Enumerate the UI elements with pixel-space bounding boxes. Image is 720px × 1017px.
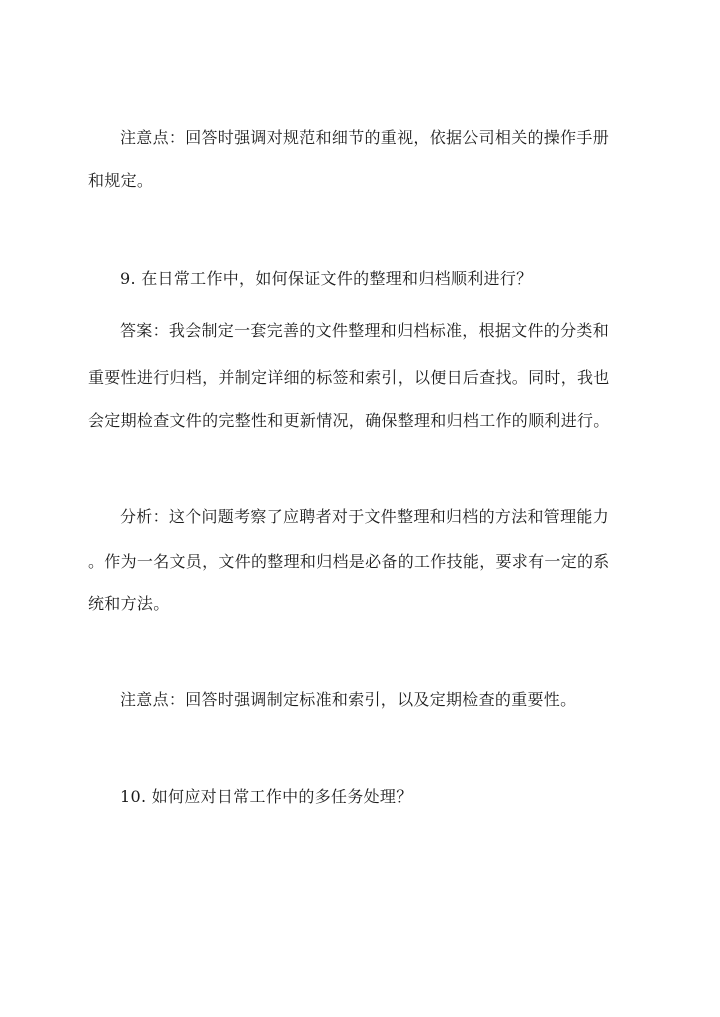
question-9: 9. 在日常工作中，如何保证文件的整理和归档顺利进行？ xyxy=(120,269,533,288)
question-10: 10. 如何应对日常工作中的多任务处理？ xyxy=(120,787,413,806)
answer-paragraph-line-2: 重要性进行归档，并制定详细的标签和索引，以便日后查找。同时，我也 xyxy=(88,368,610,387)
note-paragraph-2: 注意点：回答时强调制定标准和索引，以及定期检查的重要性。 xyxy=(120,690,577,709)
answer-paragraph-line-3: 会定期检查文件的完整性和更新情况，确保整理和归档工作的顺利进行。 xyxy=(88,411,610,430)
analysis-paragraph-line-1: 分析：这个问题考察了应聘者对于文件整理和归档的方法和管理能力 xyxy=(120,507,610,526)
analysis-paragraph-line-2: 。作为一名文员，文件的整理和归档是必备的工作技能，要求有一定的系 xyxy=(88,552,610,571)
answer-paragraph-line-1: 答案：我会制定一套完善的文件整理和归档标准，根据文件的分类和 xyxy=(120,321,610,340)
note-paragraph-1-line-1: 注意点：回答时强调对规范和细节的重视，依据公司相关的操作手册 xyxy=(120,128,610,147)
note-paragraph-1-line-2: 和规定。 xyxy=(88,171,154,190)
analysis-paragraph-line-3: 统和方法。 xyxy=(88,594,170,613)
